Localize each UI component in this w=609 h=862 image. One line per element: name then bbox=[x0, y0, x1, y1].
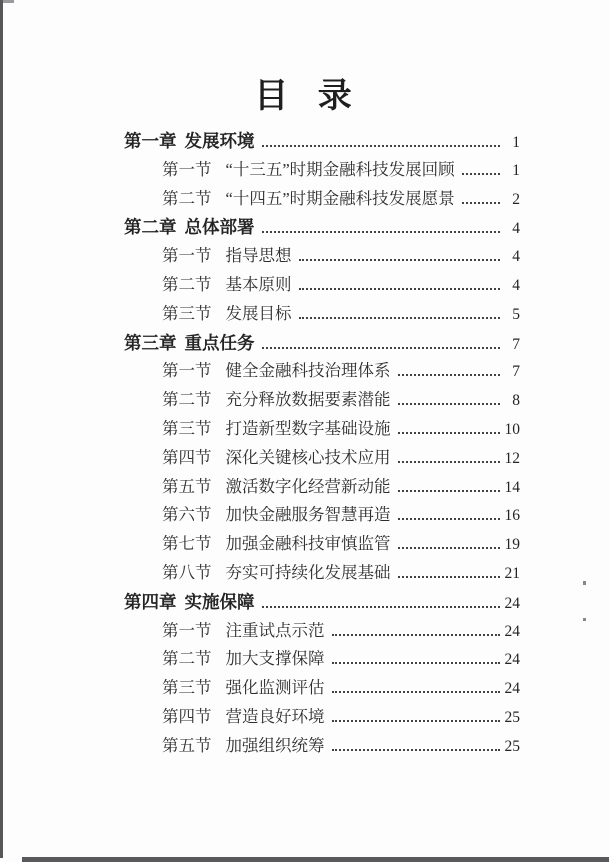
toc-entry-section bbox=[124, 530, 520, 559]
toc-entry-chapter bbox=[124, 588, 520, 617]
toc-entry-chapter bbox=[124, 127, 520, 156]
toc-page-number: 21 bbox=[504, 564, 520, 582]
toc-entry-title: 夯实可持续化发展基础 bbox=[225, 562, 391, 582]
toc-entry-title: 指导思想 bbox=[225, 246, 292, 266]
toc-entry-number: 第五节 bbox=[162, 476, 212, 496]
toc-entry-number: 第二节 bbox=[162, 188, 212, 208]
toc-leader-dots bbox=[262, 347, 501, 349]
toc-entry-number: 第一节 bbox=[162, 159, 212, 179]
toc-entry-number: 第二节 bbox=[162, 649, 212, 669]
toc-leader-dots bbox=[398, 576, 501, 578]
toc-leader-dots bbox=[398, 518, 501, 520]
toc-leader-dots bbox=[332, 720, 501, 722]
toc-entry-section bbox=[124, 156, 520, 185]
toc-entry-number: 第一节 bbox=[162, 246, 212, 266]
toc-leader-dots bbox=[299, 288, 501, 290]
toc-entry-section bbox=[124, 501, 520, 530]
toc-page-number: 7 bbox=[512, 363, 520, 381]
toc-entry-section bbox=[124, 617, 520, 646]
toc-page-number: 4 bbox=[512, 248, 520, 266]
toc-entry-title: 加强组织统筹 bbox=[225, 735, 325, 755]
toc-entry-number: 第四节 bbox=[162, 447, 212, 467]
toc-entry-number: 第八节 bbox=[162, 562, 212, 582]
toc-entry-number: 第二节 bbox=[162, 390, 212, 410]
toc-entry-number: 第三章 bbox=[124, 332, 177, 353]
toc-page-number: 10 bbox=[504, 420, 520, 438]
toc-page-number: 14 bbox=[504, 478, 520, 496]
toc-entry-section bbox=[124, 473, 520, 502]
toc-entry-title: 打造新型数字基础设施 bbox=[225, 418, 391, 438]
toc-page-number: 1 bbox=[512, 161, 520, 179]
toc-entry-chapter bbox=[124, 213, 520, 242]
toc-page-number: 8 bbox=[512, 392, 520, 410]
toc-leader-dots bbox=[299, 317, 501, 319]
toc-entry-number: 第三节 bbox=[162, 418, 212, 438]
toc-entry-section bbox=[124, 674, 520, 703]
toc-entry-section bbox=[124, 732, 520, 761]
toc-entry-title: 发展目标 bbox=[225, 303, 292, 323]
toc-entry-number: 第六节 bbox=[162, 505, 212, 525]
toc-entry-title: 基本原则 bbox=[225, 274, 292, 294]
toc-page-number: 4 bbox=[512, 276, 520, 294]
toc-leader-dots bbox=[262, 606, 501, 608]
toc-entry-number: 第三节 bbox=[162, 678, 212, 698]
toc-entry-section bbox=[124, 386, 520, 415]
toc-leader-dots bbox=[398, 403, 501, 405]
toc-page-number: 19 bbox=[504, 536, 520, 554]
toc-entry-number: 第二章 bbox=[124, 217, 177, 238]
toc-entry-section bbox=[124, 703, 520, 732]
toc-leader-dots bbox=[398, 374, 501, 376]
toc-page-number: 25 bbox=[504, 708, 520, 726]
scan-speck bbox=[583, 581, 586, 585]
toc-leader-dots bbox=[332, 662, 501, 664]
toc-entry-title: 加快金融服务智慧再造 bbox=[225, 505, 391, 525]
toc-entry-title: 总体部署 bbox=[184, 217, 255, 238]
toc-page-number: 25 bbox=[504, 737, 520, 755]
toc-page-number: 1 bbox=[512, 134, 520, 151]
toc-leader-dots bbox=[398, 547, 501, 549]
toc-entry-chapter bbox=[124, 329, 520, 358]
toc-entry-section bbox=[124, 645, 520, 674]
toc-page-number: 5 bbox=[512, 305, 520, 323]
toc-entry-number: 第三节 bbox=[162, 303, 212, 323]
toc-leader-dots bbox=[462, 173, 500, 175]
toc-page-number: 24 bbox=[504, 680, 520, 698]
toc-entry-section bbox=[124, 242, 520, 271]
toc-entry-title: 加强金融科技审慎监管 bbox=[225, 534, 391, 554]
toc-entry-title: 健全金融科技治理体系 bbox=[225, 361, 391, 381]
toc-entry-title: “十四五”时期金融科技发展愿景 bbox=[225, 188, 455, 208]
toc-leader-dots bbox=[299, 259, 501, 261]
scan-smudge-top-left bbox=[3, 0, 14, 3]
toc-entry-title: 深化关键核心技术应用 bbox=[225, 447, 391, 467]
toc-leader-dots bbox=[332, 749, 501, 751]
toc-entry-number: 第一节 bbox=[162, 620, 212, 640]
toc-entry-title: 充分释放数据要素潜能 bbox=[225, 390, 391, 410]
scan-edge-bottom bbox=[22, 857, 609, 862]
toc-leader-dots bbox=[462, 202, 500, 204]
toc-page-number: 7 bbox=[512, 335, 520, 353]
toc-entry-title: “十三五”时期金融科技发展回顾 bbox=[225, 159, 455, 179]
toc-page-number: 2 bbox=[512, 190, 520, 208]
toc-entry-section bbox=[124, 444, 520, 473]
toc-entry-title: 营造良好环境 bbox=[225, 706, 325, 726]
toc-entry-number: 第五节 bbox=[162, 735, 212, 755]
toc-entry-title: 激活数字化经营新动能 bbox=[225, 476, 391, 496]
toc-entry-section bbox=[124, 415, 520, 444]
toc-entry-title: 发展环境 bbox=[184, 131, 255, 151]
scan-edge-left bbox=[0, 0, 3, 858]
toc-page-number: 16 bbox=[504, 507, 520, 525]
toc-page-number: 24 bbox=[504, 651, 520, 669]
toc-entry-title: 注重试点示范 bbox=[225, 620, 325, 640]
toc-leader-dots bbox=[332, 634, 501, 636]
toc-page-number: 24 bbox=[504, 594, 520, 612]
toc-entry-section bbox=[124, 357, 520, 386]
toc-entry-number: 第四章 bbox=[124, 591, 177, 612]
scan-speck bbox=[583, 618, 586, 621]
toc-page-number: 4 bbox=[512, 220, 520, 238]
toc-entry-section bbox=[124, 300, 520, 329]
toc-entry-section bbox=[124, 271, 520, 300]
toc-leader-dots bbox=[398, 461, 501, 463]
toc-leader-dots bbox=[262, 145, 501, 147]
toc-page-number: 24 bbox=[504, 622, 520, 640]
toc-leader-dots bbox=[398, 490, 501, 492]
toc-leader-dots bbox=[262, 231, 501, 233]
page-title: 目 录 bbox=[254, 77, 355, 115]
toc-leader-dots bbox=[332, 691, 501, 693]
toc-entry-number: 第七节 bbox=[162, 534, 212, 554]
toc-entry-number: 第一节 bbox=[162, 361, 212, 381]
toc-list bbox=[124, 127, 520, 761]
toc-entry-title: 加大支撑保障 bbox=[225, 649, 325, 669]
toc-entry-title: 强化监测评估 bbox=[225, 678, 325, 698]
toc-entry-number: 第二节 bbox=[162, 274, 212, 294]
toc-entry-section bbox=[124, 559, 520, 588]
toc-entry-title: 实施保障 bbox=[184, 591, 255, 612]
toc-entry-number: 第一章 bbox=[124, 131, 177, 151]
toc-entry-section bbox=[124, 185, 520, 214]
toc-entry-title: 重点任务 bbox=[184, 332, 255, 353]
toc-leader-dots bbox=[398, 432, 501, 434]
toc-entry-number: 第四节 bbox=[162, 706, 212, 726]
toc-page-number: 12 bbox=[504, 449, 520, 467]
